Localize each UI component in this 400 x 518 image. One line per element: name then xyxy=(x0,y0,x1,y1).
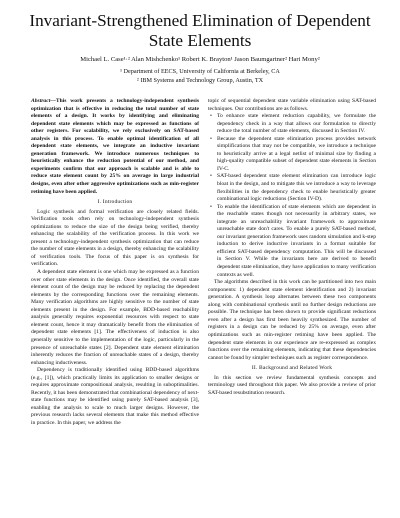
intro-paragraph-2: A dependent state element is one which may be expressed as a function over other state elements in the design. Once identified, the overall state element count of the design may be reduced by replacing the dependent elements by the corresponding functions over the remaining elements. Many verification algorithms are highly sensitive to the number of state elements present in the design. For example, BDD-based reachability analysis generally requires exponential resources with respect to state element count, hence it may dramatically benefit from the elimination of dependent state elements [1]. The effectiveness of induction is also generally sensitive to the implementation of the logic, particularly in the presence of unreachable states [2]. Dependent state element elimination inherently reduces the fraction of unreachable states of a design, thereby enhancing inductiveness. xyxy=(31,269,199,366)
paper-title xyxy=(0,11,400,51)
affiliation-1: ¹ Department of EECS, University of California at Berkeley, CA xyxy=(120,68,280,75)
left-column xyxy=(31,98,199,428)
contribution-item: • To enable the identification of state elements which are dependent in the reachable states though not necessarily in arbitrary states, we integrate an unreachability invariant framework to approximate unreachable state don't cares. To enable a purely SAT-based method, our invariant generation framework uses random simulation and k-step induction to derive inductive invariants in a format suitable for efficient SAT-based dependency computation. This will be discussed in Section V. While the invariants here are derived to benefit dependent state elimination, they have application to many verification contexts as well. xyxy=(217,204,376,279)
section-1-heading: I. Introduction xyxy=(97,199,133,206)
abstract-text: —This work presents a technology-independent synthesis optimization that is effective in reducing the total number of state elements of a design. It works by identifying and eliminating dependent state elements which may be expressed as functions of other registers. For scalability, we rely exclusively on SAT-based analysis in this process. To enable optimal identification of all dependent state elements, we integrate an inductive invariant generation framework. We introduce numerous techniques to heuristically enhance the reduction potential of our method, and experiments confirm that our approach is scalable and is able to reduce state element count by 25% on average in large industrial designs, even after other aggressive optimizations such as min-register retiming have been applied. xyxy=(31,98,199,195)
algorithm-overview-paragraph: The algorithms described in this work can be partitioned into two main components: 1) dependent state element identification and 2) invariant generation. A synthesis loop alternates between these two components along with combinational synthesis until no further design reductions are possible. The technique has been shown to provide significant reductions even after a design has first been heavily synthesized. The number of registers in a design can be reduced by 25% on average, even after optimizations such as min-register retiming have been applied. The dependent state elements in our experience are re-expressed as complex functions over the remaining elements, indicating that these dependencies cannot be found by simpler techniques such as register correspondence. xyxy=(208,279,376,361)
title-line-1: Invariant-Strengthened Elimination of Dependent xyxy=(29,11,371,30)
title-line-2: State Elements xyxy=(148,31,252,50)
abstract-label: Abstract xyxy=(31,98,51,104)
section-2-heading: II. Background and Related Work xyxy=(251,365,333,372)
contribution-item: • SAT-based dependent state element elimination can introduce logic bloat in the design, and to mitigate this we introduce a way to leverage flexibilities in the dependency check to enable heuristically greater combinational logic reductions (Section IV-D). xyxy=(217,173,376,203)
intro-paragraph-1: Logic synthesis and formal verification are closely related fields. Verification tools often rely on technology-independent synthesis optimizations to reduce the size of the design being verified, thereby enhancing the scalability of the verification process. In this work we present a technology-independent synthesis optimization that can reduce the number of state elements in a design, thereby enhancing the scalability of verification tools. The focus of this paper is on synthesis for verification. xyxy=(31,208,199,268)
right-column xyxy=(208,98,376,397)
background-paragraph: In this section we review fundamental synthesis concepts and terminology used throughout this paper. We also provide a review of prior SAT-based resubstitution research. xyxy=(208,374,376,396)
contribution-item: • Because the dependent state elimination process provides network simplifications that may not be compatible, we introduce a technique to heuristically arrive at a legal netlist of minimal size by finding a high-quality compatible subset of dependent state elements in Section IV-C. xyxy=(217,136,376,174)
contribution-list xyxy=(208,113,376,279)
intro-continuation: topic of sequential dependent state variable elimination using SAT-based techniques. Our contributions are as follows. xyxy=(208,98,376,112)
affiliation-2: ² IBM Systems and Technology Group, Austin, TX xyxy=(136,77,264,84)
abstract xyxy=(31,98,199,196)
contribution-item: • To enhance state element reduction capability, we formulate the dependency check in a way that allows our formulation to directly reduce the total number of state elements, discussed in Section IV. xyxy=(217,113,376,136)
author-list: Michael L. Case¹·² Alan Mishchenko¹ Robert K. Brayton¹ Jason Baumgartner² Hari Mony² xyxy=(80,56,320,63)
intro-paragraph-3: Dependency is traditionally identified using BDD-based algorithms (e.g., [1]), which practically limits its application to smaller designs or requires approximate compositional analysis, resulting in suboptimalities. Recently, it has been demonstrated that combinational dependency of next-state functions may be identified using purely SAT-based analysis [3], enabling the analysis to scale to much larger designs. However, the previous research lacks several elements that make this method effective in practice. In this paper, we address the xyxy=(31,367,200,426)
